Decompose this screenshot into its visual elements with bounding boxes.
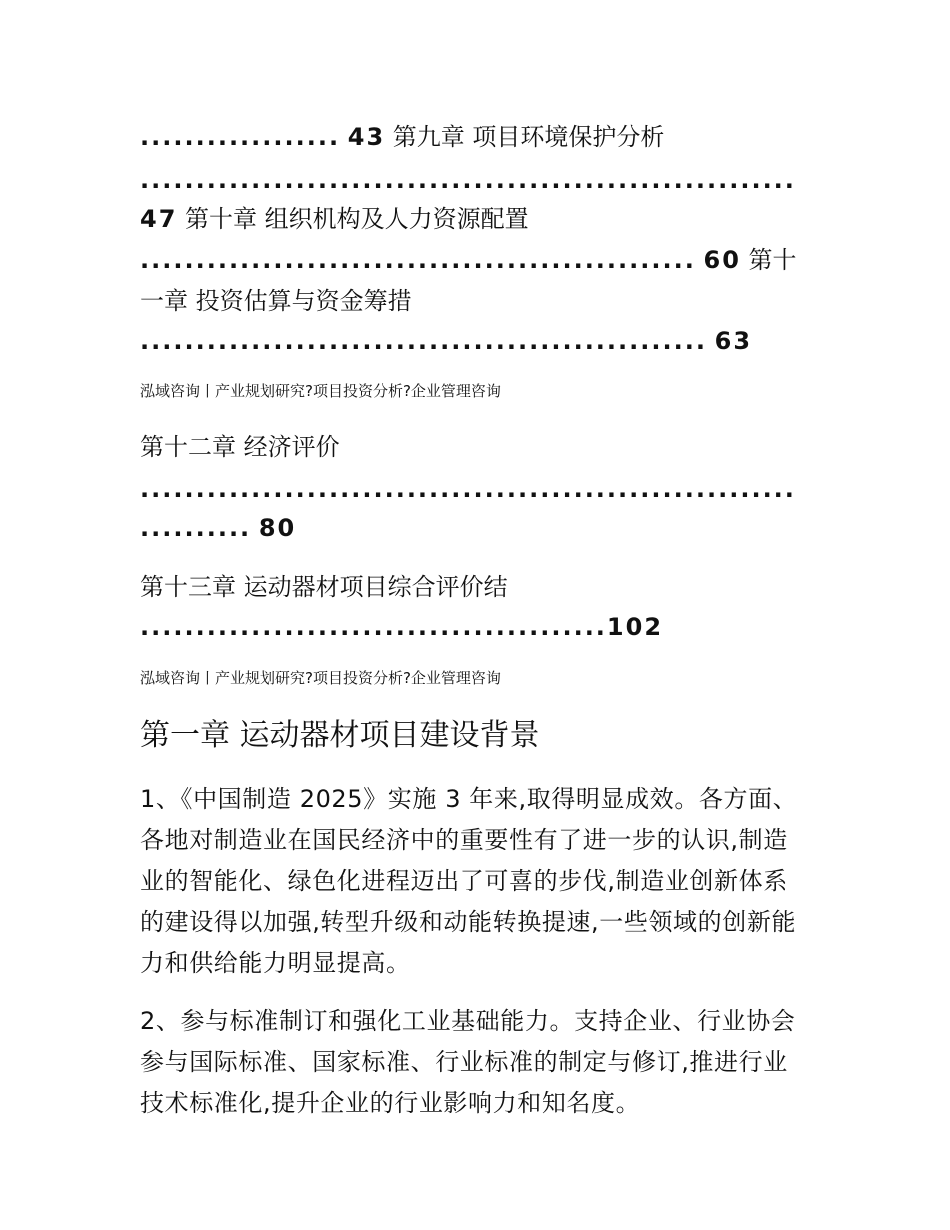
toc-chapter-title: 第九章 项目环境保护分析 xyxy=(392,123,665,151)
chapter-title: 第一章 运动器材项目建设背景 xyxy=(140,718,540,753)
toc-page-number: 80 xyxy=(258,514,297,542)
toc-leader-line xyxy=(140,473,796,505)
toc-leader-line xyxy=(140,512,296,544)
body-paragraph: 2、参与标准制订和强化工业基础能力。支持企业、行业协会参与国际标准、国家标准、行业标准的制定与修订,推进行业技术标准化,提升企业的行业影响力和知名度。 xyxy=(140,1007,796,1117)
toc-leader-dots: ........................................................... xyxy=(140,166,796,194)
toc-page-number: 102 xyxy=(606,613,664,641)
toc-leader-dots: .................................................. xyxy=(140,246,696,274)
toc-page-number: 43 xyxy=(347,123,386,151)
toc-leader-dots: ................................................... xyxy=(140,327,707,355)
toc-chapter-title: 第十 xyxy=(748,246,797,274)
toc-leader-dots: .................. xyxy=(140,123,341,151)
toc-leader-line xyxy=(140,611,663,643)
toc-leader-dots: ........................................................... xyxy=(140,475,796,503)
toc-page-number: 63 xyxy=(714,327,753,355)
toc-page-number: 60 xyxy=(703,246,741,274)
toc-entry-chapter-10[interactable] xyxy=(140,203,529,235)
body-paragraph: 1、《中国制造 2025》实施 3 年来,取得明显成效。各方面、各地对制造业在国民经济中的重要性有了进一步的认识,制造业的智能化、绿色化进程迈出了可喜的步伐,制造业创新体系的建设得以加强,转型升级和动能转换提速,一些领域的创新能力和供给能力明显提高。 xyxy=(140,785,798,977)
toc-chapter-title: 一章 投资估算与资金筹措 xyxy=(140,287,412,315)
toc-leader-line xyxy=(140,164,796,196)
toc-entry-chapter-11-cont[interactable] xyxy=(140,285,412,317)
toc-leader-dots: .......... xyxy=(140,514,252,542)
toc-leader-line xyxy=(140,325,752,357)
toc-chapter-title: 第十二章 经济评价 xyxy=(140,433,340,461)
toc-entry-chapter-9[interactable] xyxy=(140,121,664,153)
toc-chapter-title: 第十三章 运动器材项目综合评价结 xyxy=(140,573,508,601)
toc-chapter-title: 第十章 组织机构及人力资源配置 xyxy=(185,205,529,233)
page-header: 泓域咨询丨产业规划研究?项目投资分析?企业管理咨询 xyxy=(140,669,501,687)
toc-entry-chapter-11[interactable] xyxy=(140,244,797,276)
toc-leader-dots: .......................................... xyxy=(140,613,607,641)
page-header: 泓域咨询丨产业规划研究?项目投资分析?企业管理咨询 xyxy=(140,382,501,400)
toc-page-number: 47 xyxy=(140,205,178,233)
toc-entry-chapter-13[interactable] xyxy=(140,571,508,603)
toc-entry-chapter-12[interactable] xyxy=(140,431,340,463)
